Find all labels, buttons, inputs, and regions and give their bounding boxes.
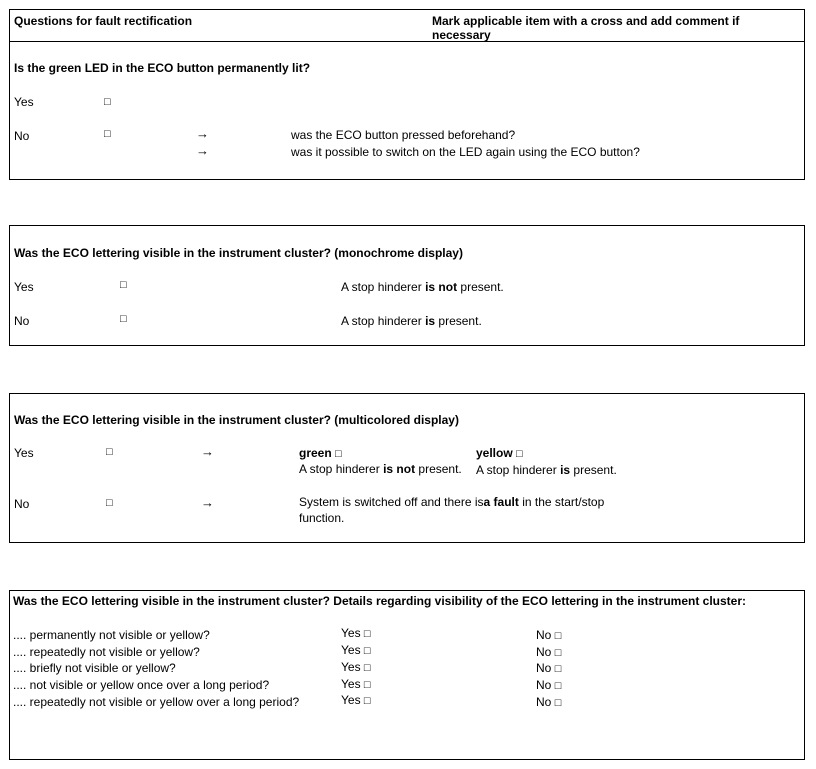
- section2-yes-label: Yes: [14, 280, 34, 294]
- header-box: [9, 9, 805, 180]
- section3-no-arrow: →: [201, 495, 214, 510]
- section4-item-1: .... permanently not visible or yellow?: [13, 628, 210, 642]
- section3-yellow-checkbox[interactable]: □: [516, 448, 523, 460]
- section3-green-option: [299, 446, 342, 461]
- section4-yes-5[interactable]: Yes □: [341, 693, 371, 707]
- section3-no-result-line1: System is switched off and there isa fault in the start/stop: [299, 495, 605, 509]
- section4-item-2: .... repeatedly not visible or yellow?: [13, 645, 200, 659]
- header-right-title-line1: Mark applicable item with a cross and add comment if: [432, 14, 740, 28]
- section3-yes-checkbox[interactable]: □: [106, 446, 113, 458]
- section4-no-3[interactable]: No □: [536, 661, 562, 675]
- section2-box: [9, 225, 805, 346]
- section4-no-2[interactable]: No □: [536, 645, 562, 659]
- section4-yes-4[interactable]: Yes □: [341, 677, 371, 691]
- section1-question: Is the green LED in the ECO button permanently lit?: [14, 61, 311, 75]
- section3-yellow-label: yellow: [476, 446, 513, 460]
- section3-no-result-line2: function.: [299, 511, 345, 525]
- section2-no-checkbox[interactable]: □: [120, 313, 127, 325]
- section4-question: Was the ECO lettering visible in the instrument cluster? Details regarding visibility of the ECO lettering in the instrument cluster:: [13, 594, 747, 608]
- section3-no-checkbox[interactable]: □: [106, 497, 113, 509]
- section4-item-5: .... repeatedly not visible or yellow over a long period?: [13, 695, 300, 709]
- section3-box: [9, 393, 805, 543]
- section4-item-4: .... not visible or yellow once over a long period?: [13, 678, 270, 692]
- section4-no-4[interactable]: No □: [536, 678, 562, 692]
- section1-arrow-2: →: [196, 143, 209, 158]
- section3-question: Was the ECO lettering visible in the instrument cluster? (multicolored display): [14, 413, 459, 427]
- section1-yes-checkbox[interactable]: □: [104, 96, 111, 108]
- section3-green-label: green: [299, 446, 332, 460]
- section2-no-result: A stop hinderer is present.: [341, 314, 482, 328]
- section3-green-checkbox[interactable]: □: [335, 448, 342, 460]
- header-divider: [10, 41, 804, 42]
- section3-yellow-result: A stop hinderer is present.: [476, 463, 617, 477]
- section2-question: Was the ECO lettering visible in the instrument cluster? (monochrome display): [14, 246, 463, 260]
- section4-yes-3[interactable]: Yes □: [341, 660, 371, 674]
- section4-yes-2[interactable]: Yes □: [341, 643, 371, 657]
- section4-box: [9, 590, 805, 760]
- section1-arrow-1: →: [196, 126, 209, 141]
- section1-yes-label: Yes: [14, 95, 34, 109]
- section4-item-3: .... briefly not visible or yellow?: [13, 661, 176, 675]
- section4-yes-1[interactable]: Yes □: [341, 626, 371, 640]
- section1-followup-1: was the ECO button pressed beforehand?: [291, 128, 516, 142]
- section3-yes-arrow: →: [201, 444, 214, 459]
- header-left-title: Questions for fault rectification: [14, 14, 193, 28]
- header-right-title-line2: necessary: [432, 28, 491, 42]
- section1-followup-2: was it possible to switch on the LED again using the ECO button?: [291, 145, 640, 159]
- section2-no-label: No: [14, 314, 30, 328]
- section3-no-label: No: [14, 497, 30, 511]
- section3-green-result: A stop hinderer is not present.: [299, 462, 462, 476]
- section1-no-checkbox[interactable]: □: [104, 128, 111, 140]
- section3-yes-label: Yes: [14, 446, 34, 460]
- section3-yellow-option: [476, 446, 523, 461]
- section4-no-5[interactable]: No □: [536, 695, 562, 709]
- section2-yes-result: A stop hinderer is not present.: [341, 280, 504, 294]
- section1-no-label: No: [14, 129, 30, 143]
- section4-no-1[interactable]: No □: [536, 628, 562, 642]
- section2-yes-checkbox[interactable]: □: [120, 279, 127, 291]
